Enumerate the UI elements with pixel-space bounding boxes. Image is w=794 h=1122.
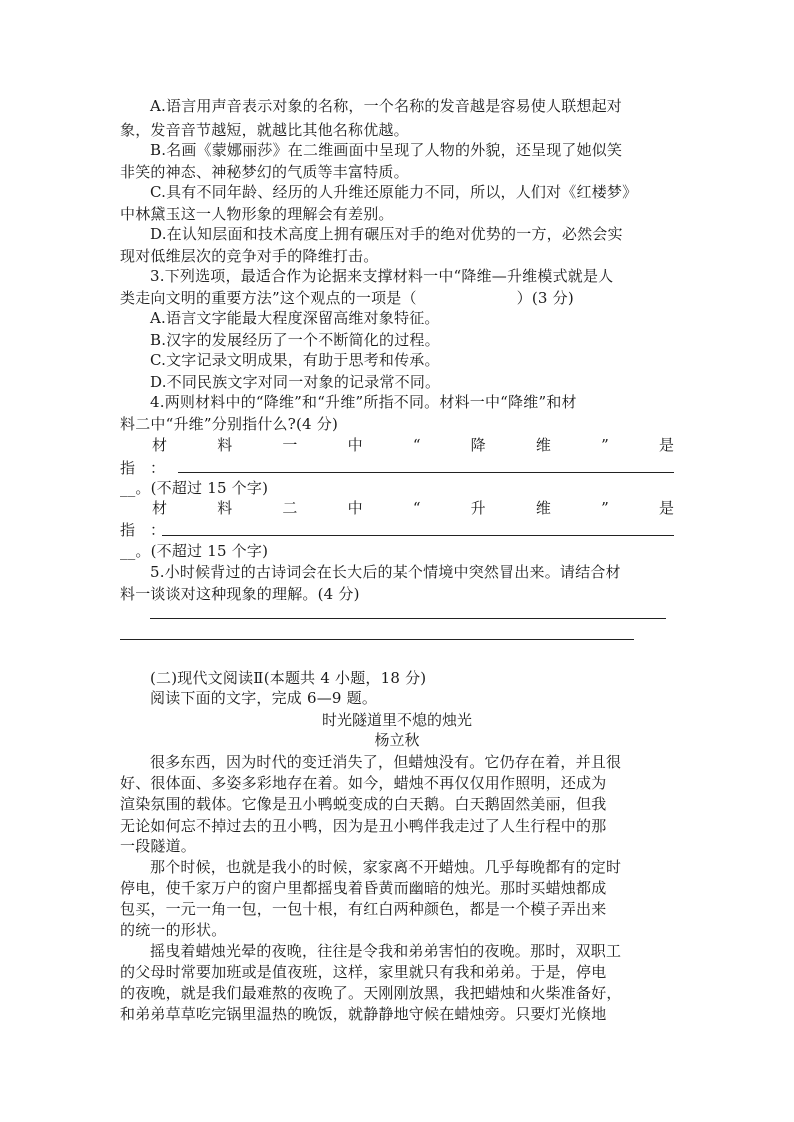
q4-fill2-char: 升	[470, 499, 486, 517]
q4-stem-line1: 4.两则材料中的“降维”和“升维”所指不同。材料一中“降维”和材	[150, 393, 577, 411]
article-p2-line4: 的统一的形状。	[120, 921, 227, 939]
q2-option-d-line2: 现对低维层次的竞争对手的降维打击。	[120, 247, 379, 265]
q2-option-c-line2: 中林黛玉这一人物形象的理解会有差别。	[120, 205, 394, 223]
q4-fill2-colon: ：	[150, 521, 166, 539]
q4-fill1-colon: ：	[150, 459, 166, 477]
q4-fill1-char: 中	[347, 436, 363, 454]
article-p1-line4: 无论如何忘不掉过去的丑小鸭，因为是丑小鸭伴我走过了人生行程中的那	[120, 817, 607, 835]
article-p2-line2: 停电，使千家万户的窗户里都摇曳着昏黄而幽暗的烛光。那时买蜡烛都成	[120, 879, 607, 897]
q4-fill2-char: “	[412, 499, 421, 517]
q4-fill2-limit: __。(不超过 15 个字)	[120, 542, 269, 560]
article-p3-line2: 的父母时常要加班或是值夜班，这样，家里就只有我和弟弟。于是，停电	[120, 963, 607, 981]
q2-option-a-line1: A.语言用声音表示对象的名称，一个名称的发音越是容易使人联想起对	[150, 97, 623, 115]
q4-fill2-char: 维	[535, 499, 551, 517]
q2-option-a-line2: 象，发音音节越短，就越比其他名称优越。	[120, 121, 409, 139]
q3-stem-text: 类走向文明的重要方法”这个观点的一项是（	[120, 289, 417, 307]
q4-answer-line-2[interactable]	[162, 535, 674, 536]
q4-fill2-zhi: 指	[120, 521, 136, 539]
q5-stem-line2: 料一谈谈对这种现象的理解。(4 分)	[120, 585, 360, 603]
section-instruction: 阅读下面的文字，完成 6—9 题。	[150, 689, 378, 707]
q4-answer-line-1[interactable]	[178, 472, 674, 473]
q4-fill1-char: 维	[535, 436, 551, 454]
q5-answer-line-2[interactable]	[120, 639, 634, 640]
article-title: 时光隧道里不熄的烛光	[321, 711, 472, 729]
q3-option-c: C.文字记录文明成果，有助于思考和传承。	[150, 351, 440, 369]
q4-fill2-char: ”	[601, 499, 609, 517]
q2-option-b-line1: B.名画《蒙娜丽莎》在二维画面中呈现了人物的外貌，还呈现了她似笑	[150, 141, 623, 159]
q3-option-a: A.语言文字能最大程度深留高维对象特征。	[150, 309, 440, 327]
q3-stem-line2	[120, 288, 574, 308]
section-heading: (二)现代文阅读Ⅱ(本题共 4 小题，18 分)	[150, 669, 427, 687]
q4-fill1-char: 是	[658, 436, 674, 454]
article-p1-line5: 一段隧道。	[120, 837, 197, 855]
q4-fill2-char: 是	[658, 499, 674, 517]
article-p1-line2: 好、很体面、多姿多彩地存在着。如今，蜡烛不再仅仅用作照明，还成为	[120, 774, 607, 792]
q3-stem-line1: 3.下列选项，最适合作为论据来支撑材料一中“降维—升维模式就是人	[150, 267, 614, 285]
article-p2-line1: 那个时候，也就是我小的时候，家家离不开蜡烛。几乎每晚都有的定时	[150, 858, 622, 876]
q3-points: ）(3 分)	[516, 289, 574, 307]
q4-stem-line2: 料二中“升维”分别指什么?(4 分)	[120, 415, 338, 433]
q4-fill1-prompt	[152, 435, 674, 455]
article-p2-line3: 包买，一元一角一包，一包十根，有红白两种颜色，都是一个模子弄出来	[120, 900, 607, 918]
q4-fill2-prompt	[152, 498, 674, 518]
q4-fill1-char: ”	[601, 436, 609, 454]
q4-fill2-char: 材	[152, 499, 168, 517]
article-p1-line3: 渲染氛围的载体。它像是丑小鸭蜕变成的白天鹅。白天鹅固然美丽，但我	[120, 795, 607, 813]
q3-option-b: B.汉字的发展经历了一个不断简化的过程。	[150, 331, 440, 349]
q2-option-b-line2: 非笑的神态、神秘梦幻的气质等丰富特质。	[120, 163, 409, 181]
q4-fill2-char: 中	[347, 499, 363, 517]
q2-option-c-line1: C.具有不同年龄、经历的人升维还原能力不同，所以，人们对《红楼梦》	[150, 183, 638, 201]
q4-fill1-char: 降	[470, 436, 486, 454]
q4-fill2-char: 二	[282, 499, 298, 517]
q4-fill1-char: 材	[152, 436, 168, 454]
q4-fill2-char: 料	[217, 499, 233, 517]
article-p3-line1: 摇曳着蜡烛光晕的夜晚，往往是令我和弟弟害怕的夜晚。那时，双职工	[150, 942, 622, 960]
q2-option-d-line1: D.在认知层面和技术高度上拥有碾压对手的绝对优势的一方，必然会实	[150, 225, 623, 243]
q3-option-d: D.不同民族文字对同一对象的记录常不同。	[150, 373, 441, 391]
article-p3-line4: 和弟弟草草吃完锅里温热的晚饭，就静静地守候在蜡烛旁。只要灯光倏地	[120, 1005, 607, 1023]
article-author: 杨立秋	[374, 731, 420, 749]
q4-fill1-char: 一	[282, 436, 298, 454]
q4-fill1-zhi: 指	[120, 459, 136, 477]
q5-stem-line1: 5.小时候背过的古诗词会在长大后的某个情境中突然冒出来。请结合材	[150, 563, 621, 581]
q4-fill1-char: 料	[217, 436, 233, 454]
article-p3-line3: 的夜晚，就是我们最难熬的夜晚了。天刚刚放黑，我把蜡烛和火柴准备好，	[120, 984, 622, 1002]
q4-fill1-limit: __。(不超过 15 个字)	[120, 479, 269, 497]
q4-fill1-char: “	[412, 436, 421, 454]
article-p1-line1: 很多东西，因为时代的变迁消失了，但蜡烛没有。它仍存在着，并且很	[150, 753, 622, 771]
q5-answer-line-1[interactable]	[150, 618, 666, 619]
